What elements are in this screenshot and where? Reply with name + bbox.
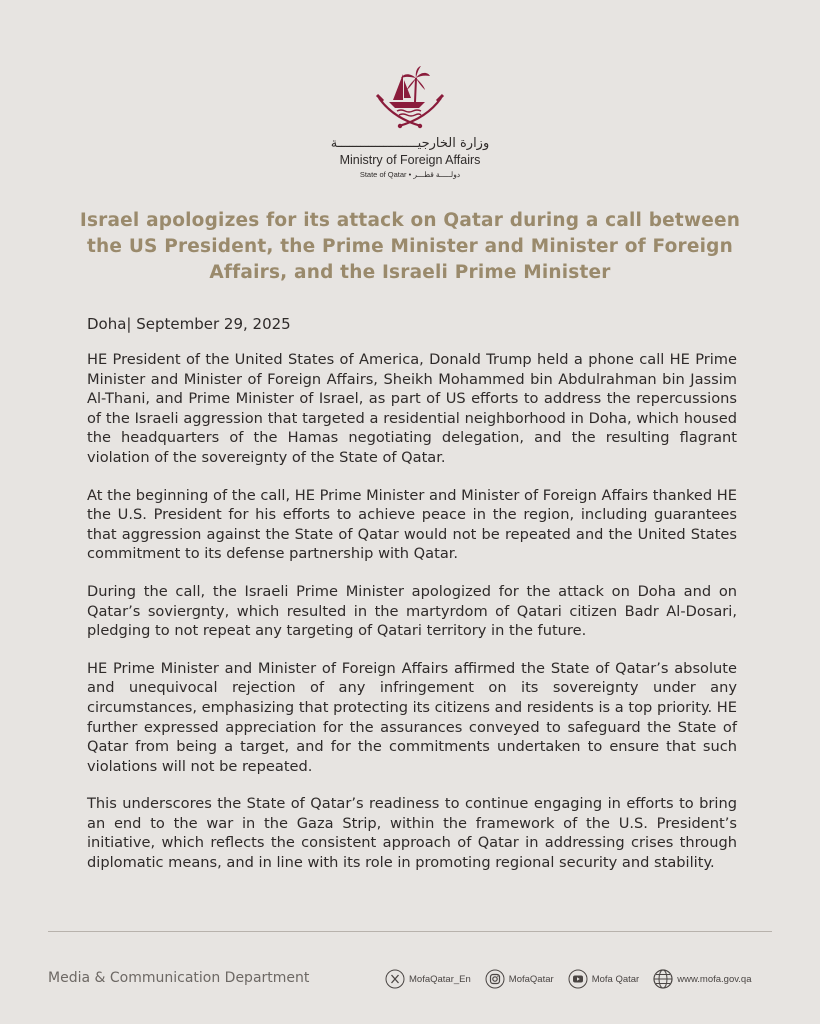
footer-divider	[48, 931, 772, 932]
website-link[interactable]	[653, 969, 751, 989]
paragraph: HE President of the United States of America, Donald Trump held a phone call HE Prime Minister and Minister of Foreign Affairs, Sheikh Mohammed bin Abdulrahman bin Jassim Al-Thani, and Prime Minister of Israel, as part of US efforts to address the repercussions of the Israeli aggression that targeted a residential neighborhood in Doha, which housed the headquarters of the Hamas negotiating delegation, and the resulting flagrant violation of the sovereignty of the State of Qatar.	[87, 351, 737, 466]
ministry-name-arabic: وزارة الخارجيـــــــــــــــــــــة	[330, 136, 490, 151]
ministry-name: Ministry of Foreign Affairs	[339, 153, 481, 167]
paragraph: HE Prime Minister and Minister of Foreign Affairs affirmed the State of Qatar’s absolute and unequivocal rejection of any infringement on its sovereignty under any circumstances, emphasizing that protecting its citizens and residents is a top priority. HE further expressed appreciation for the assurances conveyed to safeguard the State of Qatar from being a target, and for the commitments undertaken to ensure that such violations will not be repeated.	[87, 659, 737, 775]
headline: Israel apologizes for its attack on Qatar during a call between the US President, the Prime Minister and Minister of Foreign Affairs, and the Israeli Prime Minister	[79, 210, 741, 283]
social-links	[385, 966, 752, 992]
paragraph: During the call, the Israeli Prime Minister apologized for the attack on Doha and on Qatar’s soviergnty, which resulted in the martyrdom of Qatari citizen Badr Al-Dosari, pledging to not repeat any targeting of Qatari territory in the future.	[87, 582, 737, 640]
dateline: Doha| September 29, 2025	[87, 315, 291, 333]
paragraph: This underscores the State of Qatar’s readiness to continue engaging in efforts to bring an end to the war in the Gaza Strip, within the framework of the U.S. President’s initiative, which reflects the consistent approach of Qatar in addressing crises through diplomatic means, and in line with its role in promoting regional security and stability.	[87, 795, 737, 872]
social-link-instagram[interactable]	[485, 969, 554, 989]
social-link-label: MofaQatar_En	[409, 973, 471, 985]
qatar-emblem-icon	[375, 62, 445, 132]
state-line: State of Qatar • دولـــــة قطـــر	[359, 170, 461, 179]
paragraph: At the beginning of the call, HE Prime Minister and Minister of Foreign Affairs thanked HE the U.S. President for his efforts to achieve peace in the region, including guarantees that aggression against the State of Qatar would not be repeated and the United States commitment to its defense partnership with Qatar.	[87, 486, 737, 563]
social-link-x[interactable]	[385, 969, 471, 989]
article-body	[87, 350, 737, 891]
globe-icon	[653, 969, 673, 989]
social-link-label: Mofa Qatar	[591, 973, 640, 985]
x-icon	[385, 969, 405, 989]
social-link-youtube[interactable]	[568, 969, 640, 989]
social-link-label: MofaQatar	[508, 973, 554, 985]
website-link-label: www.mofa.gov.qa	[677, 973, 752, 985]
youtube-icon	[568, 969, 588, 989]
department-label: Media & Communication Department	[48, 970, 310, 986]
instagram-icon	[485, 969, 505, 989]
ministry-logo	[0, 62, 820, 179]
